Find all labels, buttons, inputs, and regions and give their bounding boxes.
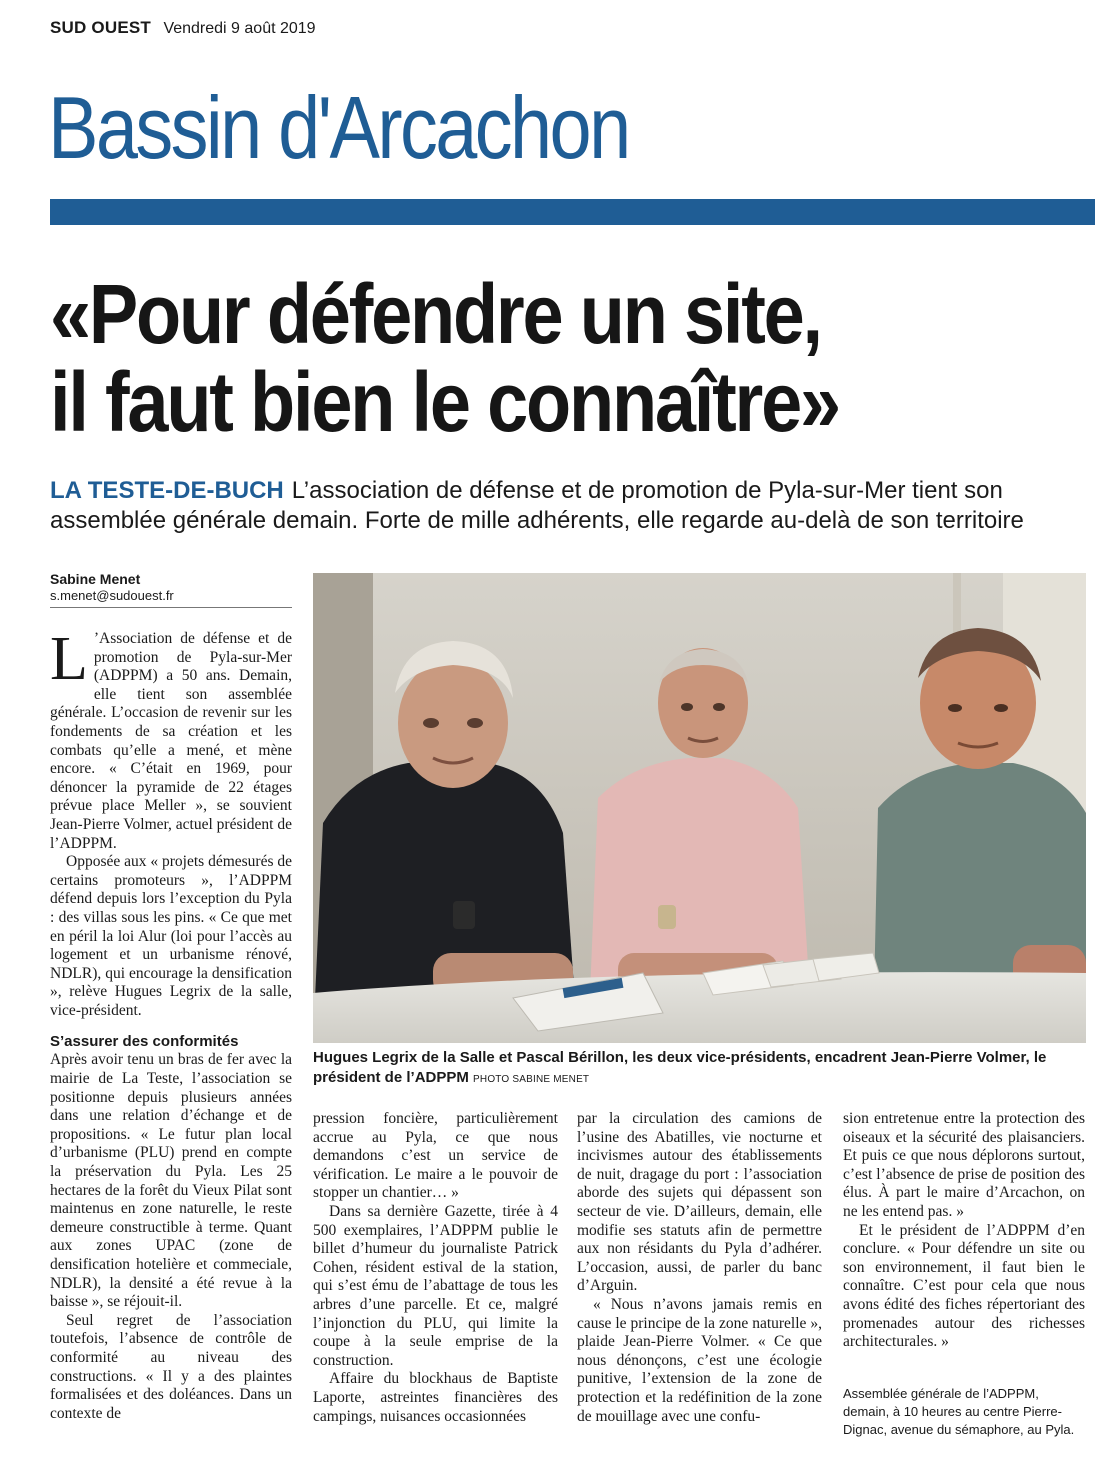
article-column-4	[843, 1110, 1085, 1352]
article-paragraph: Seul regret de l’association toutefois, l’absence de contrôle de conformité au niveau des constructions. « Il y a des plaintes formalisées et des doléances. Dans un contexte de	[50, 1311, 292, 1422]
photo-caption	[313, 1048, 1073, 1090]
caption-text: Hugues Legrix de la Salle et Pascal Bérillon, les deux vice-présidents, encadrent Jean-Pierre Volmer, le président de l’ADPPM	[313, 1049, 1047, 1086]
headline	[50, 267, 839, 449]
publication-date: Vendredi 9 août 2019	[163, 20, 316, 37]
article-paragraph: Affaire du blockhaus de Baptiste Laporte, astreintes financières des campings, nuisances occasionnées	[313, 1370, 558, 1425]
byline	[50, 570, 292, 608]
headline-line-2: il faut bien le connaître»	[50, 355, 839, 449]
article-paragraph: pression foncière, particulièrement accrue au Pyla, ce que nous demandons c’est un service de vérification. Le maire a le pouvoir de stopper un chantier… »	[313, 1110, 558, 1202]
headline-line-1: «Pour défendre un site,	[50, 267, 821, 361]
photo-illustration	[313, 573, 1086, 1043]
article-column-2	[313, 1110, 558, 1426]
masthead	[50, 18, 316, 42]
article-paragraph: Dans sa dernière Gazette, tirée à 4 500 exemplaires, l’ADPPM publie le billet d’humeur du journaliste Patrick Cohen, résident estival de la station, qui s’est ému de l’abattage de tous les arbres d’une parcelle. Et ce, malgré l’injonction du PLU, qui limite la coupe à la seule emprise de la construction.	[313, 1202, 558, 1369]
article-paragraph: L ’Association de défense et de promotion de Pyla-sur-Mer (ADPPM) a 50 ans. Demain, elle tient son assemblée générale. L’occasion de revenir sur les fondements de sa création et les combats qu’elle a mené, et mène encore. « C’était en 1969, pour dénoncer la pyramide de 22 étages prévue place Meller », se souvient Jean-Pierre Volmer, actuel président de l’ADPPM.	[50, 625, 292, 852]
article-column-3	[577, 1110, 822, 1426]
section-divider-bar	[50, 199, 1095, 225]
article-paragraph: Et le président de l’ADPPM d’en conclure. « Pour défendre un site ou son environnement, il faut bien le connaître. C’est pour cela que nous avons édité des fiches répertoriant des promenades autour des richesses architecturales. »	[843, 1221, 1085, 1351]
standfirst-kicker: LA TESTE-DE-BUCH	[50, 477, 284, 504]
drop-cap: L	[50, 625, 88, 693]
article-photo	[313, 573, 1086, 1043]
article-paragraph: par la circulation des camions de l’usine des Abatilles, vie nocturne et incivismes autour des établissements de nuit, dragage du port : l’association aborde des sujets qui dépassent son secteur de vie. D’ailleurs, demain, elle modifie ses statuts afin de permettre aux non résidants du Pyla d’adhérer. L’occasion, aussi, de parler du banc d’Arguin.	[577, 1110, 822, 1295]
standfirst	[50, 476, 1055, 536]
article-paragraph: Après avoir tenu un bras de fer avec la mairie de La Teste, l’association se positionne depuis plusieurs années dans une relation d’échange et de propositions. « Le futur plan local d’urbanisme (PLU) prend en compte la préservation du Pyla. Les 25 hectares de la forêt du Vieux Pilat sont maintenus en zone naturelle, le reste demeure constructible à terme. Quant aux zones UPAC (zone de densification hotelière et commeciale, NDLR), la densité a été revue à la baisse », se réjouit-il.	[50, 1051, 292, 1311]
article-paragraph: Opposée aux « projets démesurés de certains promoteurs », l’ADPPM défend depuis lors l’exception du Pyla : des villas sous les pins. « Ce que met en péril la loi Alur (loi pour l’accès au logement et un urbanisme rénové, NDLR), qui encourage la densification », relève Hugues Legrix de la salle, vice-président.	[50, 853, 292, 1019]
photo-credit: PHOTO SABINE MENET	[473, 1074, 590, 1085]
publication-name: SUD OUEST	[50, 18, 151, 37]
article-subhead: S’assurer des conformités	[50, 1033, 239, 1051]
article-paragraph: sion entretenue entre la protection des oiseaux et la sécurité des plaisanciers. Et puis ce que nous déplorons surtout, c’est l’absence de prise de position des élus. À part le maire d’Arcachon, on ne les entend pas. »	[843, 1110, 1085, 1220]
author-name: Sabine Menet	[50, 571, 141, 587]
section-title: Bassin d'Arcachon	[48, 78, 629, 177]
author-email[interactable]: s.menet@sudouest.fr	[50, 588, 174, 603]
article-column-1	[50, 625, 292, 1423]
event-info-box: Assemblée générale de l’ADPPM, demain, à 10 heures au centre Pierre-Dignac, avenue du sémaphore, au Pyla.	[843, 1386, 1075, 1437]
standfirst-text: L’association de défense et de promotion de Pyla-sur-Mer tient son assemblée générale demain. Forte de mille adhérents, elle regarde au-delà de son territoire	[50, 477, 1024, 534]
article-paragraph: « Nous n’avons jamais remis en cause le principe de la zone naturelle », plaide Jean-Pierre Volmer. « Ce que nous dénonçons, c’est une écologie punitive, l’extension de la zone de protection et la redéfinition de la zone de mouillage avec une confu-	[577, 1295, 822, 1425]
